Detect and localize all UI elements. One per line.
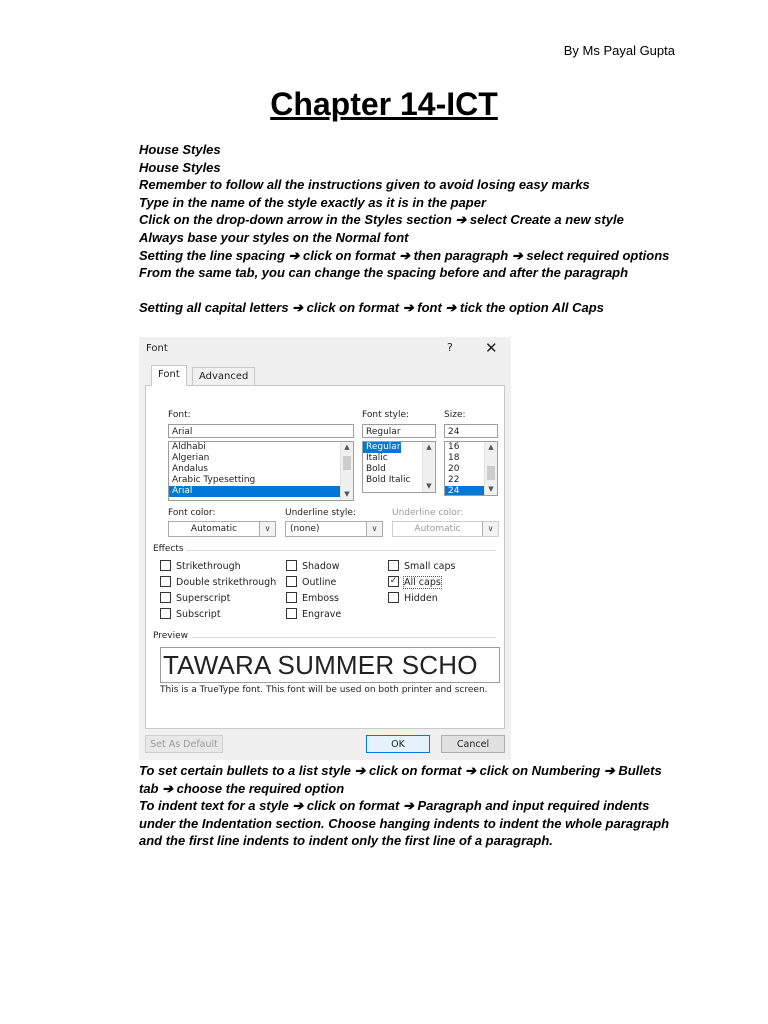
font-label: Font:: [168, 410, 191, 420]
underline-style-select[interactable]: [285, 521, 383, 537]
list-item[interactable]: 16: [448, 442, 460, 452]
list-item[interactable]: Aldhabi: [172, 442, 206, 452]
superscript-checkbox[interactable]: [160, 593, 230, 604]
chevron-down-icon[interactable]: ∨: [259, 522, 275, 536]
list-item[interactable]: Italic: [366, 453, 388, 463]
text-line: Type in the name of the style exactly as it is in the paper: [139, 194, 487, 210]
intro-text: [139, 141, 684, 317]
scrollbar[interactable]: [340, 442, 353, 500]
font-tab-panel: [145, 385, 505, 729]
scroll-up-icon[interactable]: ▲: [426, 443, 432, 451]
text-line: House Styles: [139, 159, 221, 175]
text-line: Setting all capital letters ➔ click on format ➔ font ➔ tick the option All Caps: [139, 300, 604, 316]
list-item-selected[interactable]: Arial: [169, 486, 340, 497]
font-name-input[interactable]: Arial: [168, 424, 354, 438]
list-item-selected[interactable]: Regular: [363, 442, 401, 453]
scrollbar[interactable]: [484, 442, 497, 495]
checkbox-icon[interactable]: [160, 560, 171, 571]
divider: [186, 550, 496, 551]
font-color-label: Font color:: [168, 508, 216, 518]
checkbox-icon[interactable]: [286, 560, 297, 571]
shadow-checkbox[interactable]: [286, 561, 340, 572]
checkbox-label: Small caps: [404, 561, 456, 572]
small-caps-checkbox[interactable]: [388, 561, 455, 572]
hidden-checkbox[interactable]: [388, 593, 438, 604]
list-item[interactable]: Arabic Typesetting: [172, 475, 256, 485]
underline-style-value: (none): [290, 524, 320, 534]
font-color-value: Automatic: [190, 524, 238, 534]
subscript-checkbox[interactable]: [160, 609, 221, 620]
all-caps-checkbox[interactable]: [388, 577, 441, 588]
chevron-down-icon[interactable]: ∨: [366, 522, 382, 536]
chevron-down-icon[interactable]: ∨: [482, 522, 498, 536]
preview-note: This is a TrueType font. This font will be used on both printer and screen.: [160, 685, 488, 695]
checkbox-icon[interactable]: [388, 592, 399, 603]
scroll-down-icon[interactable]: ▼: [488, 485, 494, 493]
font-style-label: Font style:: [362, 410, 410, 420]
checkbox-icon[interactable]: [160, 608, 171, 619]
help-icon[interactable]: ?: [447, 341, 453, 354]
preview-box: [160, 647, 500, 683]
emboss-checkbox[interactable]: [286, 593, 339, 604]
scrollbar[interactable]: [422, 442, 435, 492]
checkbox-label: Emboss: [302, 593, 339, 604]
strikethrough-checkbox[interactable]: [160, 561, 241, 572]
list-item[interactable]: Bold: [366, 464, 386, 474]
preview-label: Preview: [153, 631, 189, 641]
scroll-thumb[interactable]: [343, 456, 351, 470]
scroll-down-icon[interactable]: ▼: [426, 482, 432, 490]
checkbox-icon[interactable]: [160, 592, 171, 603]
checkmark-icon[interactable]: ✓: [389, 576, 398, 586]
checkbox-label: Outline: [302, 577, 337, 588]
text-line: House Styles: [139, 142, 221, 157]
checkbox-label: Shadow: [302, 561, 340, 572]
checkbox-icon[interactable]: [388, 560, 399, 571]
text-line: To indent text for a style ➔ click on format ➔ Paragraph and input required indents under the Indentation section. Choose hanging indents to indent the whole paragraph and the first line indents to indent only the first line of a paragraph.: [139, 798, 670, 849]
checkbox-label: Subscript: [176, 609, 221, 620]
checkbox-icon[interactable]: [286, 608, 297, 619]
checkbox-label: All caps: [404, 577, 441, 588]
tab-font[interactable]: Font: [151, 365, 187, 386]
text-line: Click on the drop-down arrow in the Styles section ➔ select Create a new style: [139, 212, 624, 228]
set-as-default-button[interactable]: Set As Default: [145, 735, 223, 753]
checkbox-label: Hidden: [404, 593, 438, 604]
scroll-down-icon[interactable]: ▼: [344, 490, 350, 498]
close-icon[interactable]: ✕: [485, 339, 498, 357]
double-strikethrough-checkbox[interactable]: [160, 577, 276, 588]
list-item[interactable]: Algerian: [172, 453, 210, 463]
tab-advanced[interactable]: Advanced: [192, 367, 255, 386]
font-dialog: [139, 337, 511, 760]
font-list[interactable]: [168, 441, 354, 501]
underline-color-value: Automatic: [414, 524, 461, 534]
outro-text: [139, 762, 684, 850]
blank-line: [139, 282, 684, 300]
size-input[interactable]: 24: [444, 424, 498, 438]
underline-color-select[interactable]: [392, 521, 499, 537]
checkbox-icon[interactable]: [286, 576, 297, 587]
preview-text: TAWARA SUMMER SCHO: [163, 650, 478, 680]
checkbox-label: Engrave: [302, 609, 342, 620]
font-color-select[interactable]: [168, 521, 276, 537]
scroll-up-icon[interactable]: ▲: [344, 443, 350, 451]
list-item[interactable]: 22: [448, 475, 460, 485]
checkbox-label: Strikethrough: [176, 561, 241, 572]
dialog-title: Font: [146, 343, 168, 354]
ok-button[interactable]: OK: [366, 735, 430, 753]
scroll-thumb[interactable]: [487, 466, 495, 480]
effects-label: Effects: [153, 544, 184, 554]
underline-color-label: Underline color:: [392, 508, 464, 518]
text-line: Always base your styles on the Normal font: [139, 229, 409, 245]
text-line: Setting the line spacing ➔ click on format ➔ then paragraph ➔ select required options: [139, 247, 670, 263]
checkbox-label: Superscript: [176, 593, 231, 604]
list-item[interactable]: 18: [448, 453, 460, 463]
underline-style-label: Underline style:: [285, 508, 356, 518]
text-line: Remember to follow all the instructions given to avoid losing easy marks: [139, 177, 590, 193]
font-style-input[interactable]: Regular: [362, 424, 436, 438]
size-list[interactable]: [444, 441, 498, 496]
engrave-checkbox[interactable]: [286, 609, 341, 620]
text-line: From the same tab, you can change the spacing before and after the paragraph: [139, 265, 629, 281]
checkbox-label: Double strikethrough: [176, 577, 277, 588]
list-item[interactable]: Bold Italic: [366, 475, 411, 485]
list-item-selected[interactable]: 24: [445, 486, 484, 496]
cancel-button[interactable]: Cancel: [441, 735, 505, 753]
outline-checkbox[interactable]: [286, 577, 336, 588]
font-style-list[interactable]: [362, 441, 436, 493]
list-item[interactable]: Andalus: [172, 464, 208, 474]
scroll-up-icon[interactable]: ▲: [488, 443, 494, 451]
page-title: Chapter 14-ICT: [270, 86, 498, 122]
size-label: Size:: [444, 410, 466, 420]
divider: [192, 637, 496, 638]
checkbox-icon[interactable]: [286, 592, 297, 603]
checkbox-icon[interactable]: [160, 576, 171, 587]
text-line: To set certain bullets to a list style ➔ click on format ➔ click on Numbering ➔ Bullets tab ➔ choose the required option: [139, 763, 662, 796]
list-item[interactable]: 20: [448, 464, 460, 474]
author-credit: By Ms Payal Gupta: [563, 43, 675, 58]
